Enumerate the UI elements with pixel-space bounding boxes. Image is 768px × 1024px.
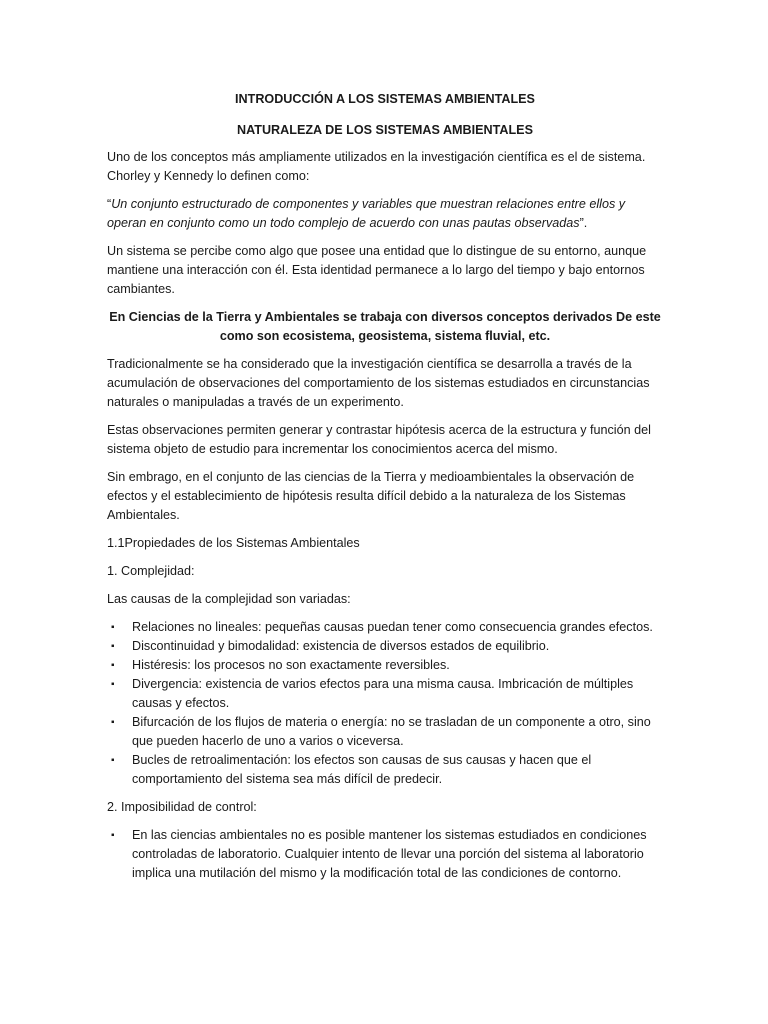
section-heading: 1.1Propiedades de los Sistemas Ambientales (107, 536, 360, 550)
list-item-text: Discontinuidad y bimodalidad: existencia de diversos estados de equilibrio. (132, 639, 550, 653)
intro-paragraph: Uno de los conceptos más ampliamente utilizados en la investigación científica es el de sistema. Chorley y Kennedy lo definen como: (107, 150, 646, 183)
system-paragraph: Un sistema se percibe como algo que posee una entidad que lo distingue de su entorno, aunque mantiene una interacción con él. Esta identidad permanece a lo largo del tiempo y bajo entornos cambiantes. (107, 244, 647, 296)
list-item (107, 751, 663, 789)
control-heading: 2. Imposibilidad de control: (107, 800, 257, 814)
list-item (107, 826, 663, 883)
quote-text: Un conjunto estructurado de componentes y variables que muestran relaciones entre ellos y operan en conjunto como un todo complejo de acuerdo con unas pautas observadas (107, 197, 626, 230)
control-list (107, 826, 663, 883)
list-item-text: Divergencia: existencia de varios efectos para una misma causa. Imbricación de múltiples causas y efectos. (132, 677, 634, 710)
however-paragraph: Sin embrago, en el conjunto de las ciencias de la Tierra y medioambientales la observación de efectos y el establecimiento de hipótesis resulta difícil debido a la naturaleza de los Sistemas Ambientales. (107, 470, 635, 522)
list-item (107, 713, 663, 751)
definition-quote (107, 195, 663, 233)
document-body (107, 90, 663, 892)
complexity-heading: 1. Complejidad: (107, 564, 195, 578)
square-bullet-icon: ▪ (111, 641, 115, 652)
square-bullet-icon: ▪ (111, 830, 115, 841)
square-bullet-icon: ▪ (111, 679, 115, 690)
list-item-text: Bifurcación de los flujos de materia o energía: no se trasladan de un componente a otro, sino que pueden hacerlo de uno a varios o viceversa. (132, 715, 651, 748)
list-item (107, 618, 663, 637)
complexity-list (107, 618, 663, 789)
list-item-text: Bucles de retroalimentación: los efectos son causas de sus causas y hacen que el comportamiento del sistema sea más difícil de predecir. (132, 753, 592, 786)
document-title: INTRODUCCIÓN A LOS SISTEMAS AMBIENTALES (235, 92, 535, 106)
square-bullet-icon: ▪ (111, 755, 115, 766)
list-item (107, 637, 663, 656)
list-item-text: Relaciones no lineales: pequeñas causas puedan tener como consecuencia grandes efectos. (132, 620, 653, 634)
square-bullet-icon: ▪ (111, 717, 115, 728)
list-item (107, 656, 663, 675)
list-item-text: En las ciencias ambientales no es posible mantener los sistemas estudiados en condiciones controladas de laboratorio. Cualquier intento de llevar una porción del sistema al laboratorio implica una mutilación del mismo y la modificación total de las condiciones de contorno. (132, 828, 647, 880)
square-bullet-icon: ▪ (111, 622, 115, 633)
observations-paragraph: Estas observaciones permiten generar y contrastar hipótesis acerca de la estructura y función del sistema objeto de estudio para incrementar los conocimientos acerca del mismo. (107, 423, 651, 456)
square-bullet-icon: ▪ (111, 660, 115, 671)
quote-open-mark: “ (107, 197, 112, 211)
complexity-intro: Las causas de la complejidad son variadas: (107, 592, 351, 606)
document-subtitle: NATURALEZA DE LOS SISTEMAS AMBIENTALES (237, 123, 533, 137)
traditional-paragraph: Tradicionalmente se ha considerado que la investigación científica se desarrolla a través de la acumulación de observaciones del comportamiento de los sistemas estudiados en circunstancias naturales o manipuladas a través de un experimento. (107, 357, 650, 409)
list-item (107, 675, 663, 713)
highlight-paragraph: En Ciencias de la Tierra y Ambientales se trabaja con diversos conceptos derivados De este como son ecosistema, geosistema, sistema fluvial, etc. (109, 310, 661, 343)
list-item-text: Histéresis: los procesos no son exactamente reversibles. (132, 658, 450, 672)
quote-close-mark: ”. (579, 216, 588, 230)
